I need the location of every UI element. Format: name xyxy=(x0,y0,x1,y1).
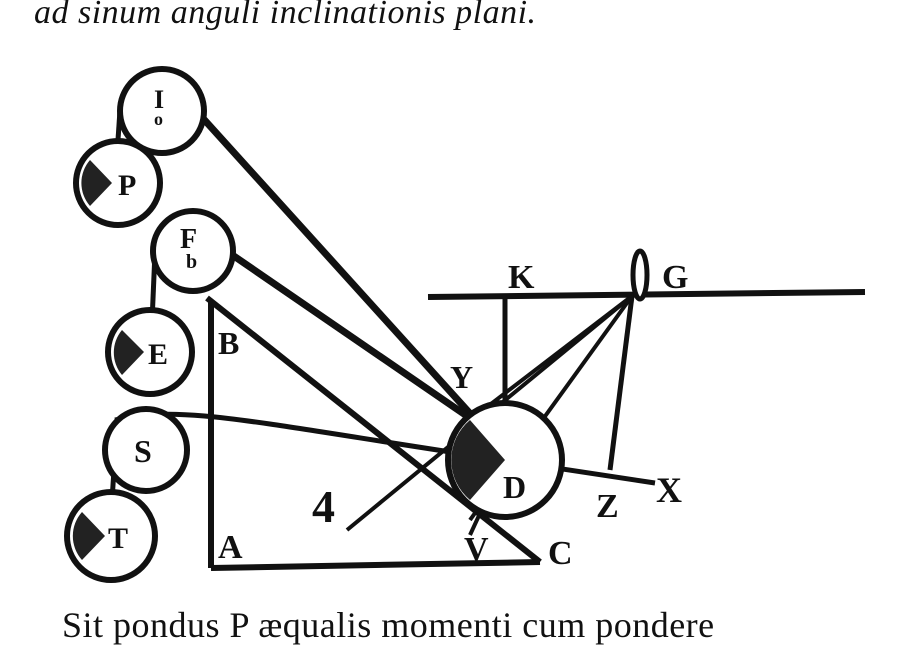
label-point-k: K xyxy=(508,259,535,296)
label-point-four: 4 xyxy=(312,481,335,532)
label-point-c: C xyxy=(548,535,573,572)
label-weight-t: T xyxy=(108,522,129,555)
label-point-g: G xyxy=(662,259,689,296)
label-weight-i-sub: o xyxy=(154,109,163,129)
label-weight-e: E xyxy=(148,338,169,371)
label-point-d: D xyxy=(503,469,527,505)
label-point-a: A xyxy=(218,529,243,566)
label-weight-p: P xyxy=(118,169,137,202)
plane-base-ac xyxy=(211,562,540,568)
label-point-y: Y xyxy=(450,359,474,395)
label-weight-s: S xyxy=(134,433,152,469)
label-point-x: X xyxy=(656,470,682,510)
footer-text: Sit pondus P æqualis momenti cum pondere xyxy=(62,605,715,645)
label-weight-f-sub: b xyxy=(186,251,198,273)
label-weight-i: I xyxy=(154,85,165,114)
string-f xyxy=(228,252,480,425)
string-i xyxy=(200,115,485,430)
label-point-v-bottom: V xyxy=(464,531,489,568)
label-point-z: Z xyxy=(596,488,619,525)
label-point-b: B xyxy=(218,325,240,361)
label-weight-f: F xyxy=(180,224,198,255)
pulley-g xyxy=(633,251,647,299)
header-text: ad sinum anguli inclinationis plani. xyxy=(34,0,537,31)
